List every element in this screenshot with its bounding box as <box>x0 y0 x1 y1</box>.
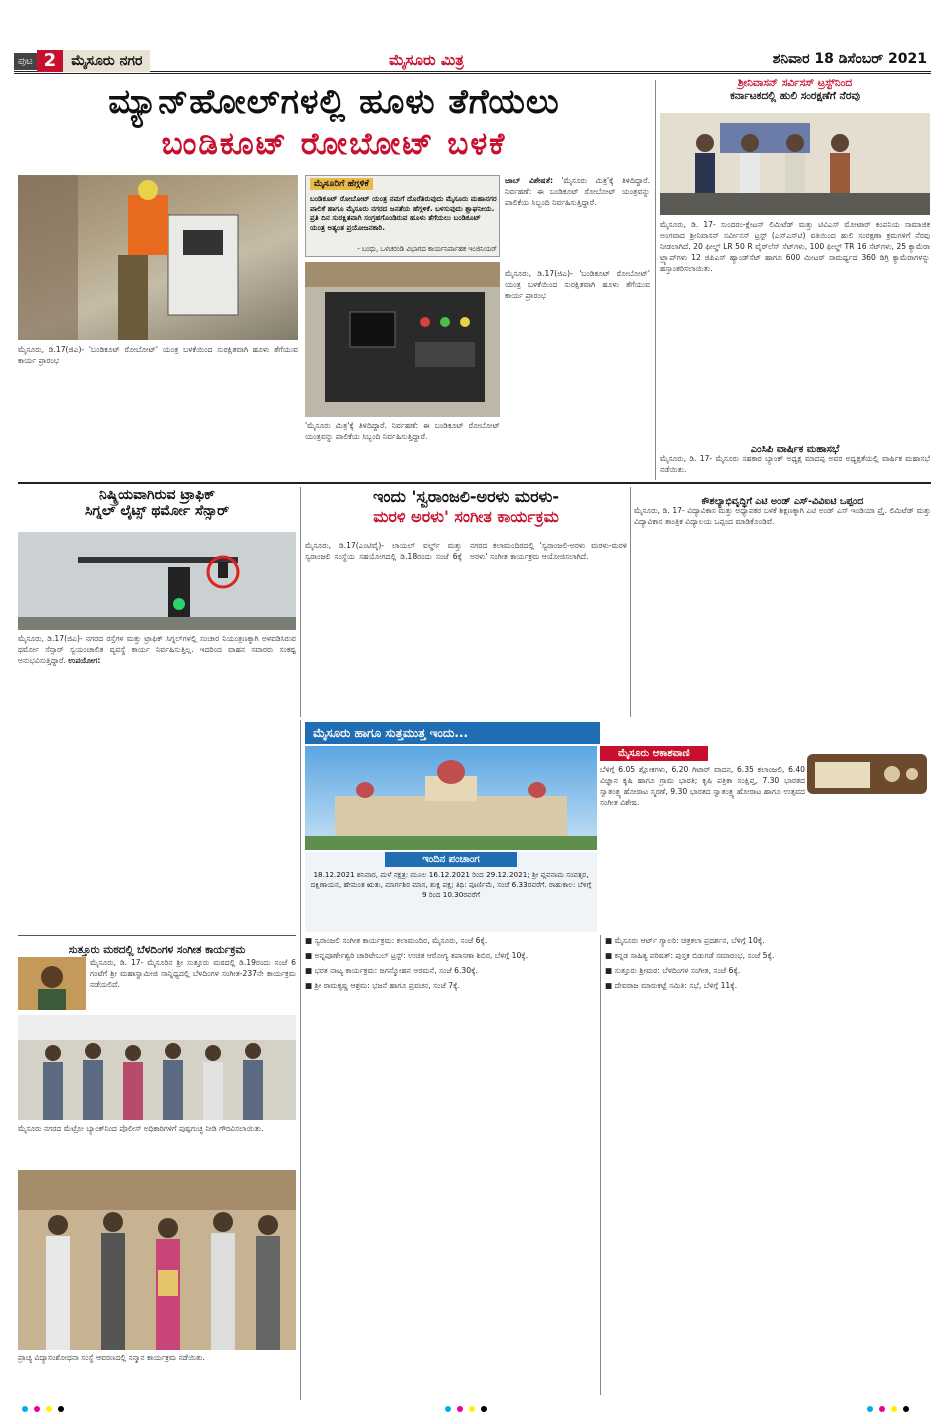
traffic-headline-2: ಸಿಗ್ನಲ್ ಲೈಟ್ಸ್ ಥರ್ಮೋ ಸೆನ್ಸಾರ್ <box>84 503 230 519</box>
concert-headline-2: ಮರಳಿ ಅರಳು' ಸಂಗೀತ ಕಾರ್ಯಕ್ರಮ <box>373 507 559 526</box>
police-photo-caption <box>18 1123 296 1168</box>
csr-handover-photo <box>660 113 930 215</box>
manhole-robot-photo <box>18 175 298 340</box>
registration-marks <box>20 1404 925 1414</box>
event-item: ■ ಕನ್ನಡ ಸಾಹಿತ್ಯ ಪರಿಷತ್: ಪುಸ್ತಕ ಬಿಡುಗಡೆ ಸಮಾರಂಭ, ಸಂಜೆ 5ಕ್ಕೆ. <box>605 951 775 960</box>
traffic-headline-box <box>18 487 296 529</box>
divider <box>655 80 656 480</box>
quote-text: ಬಂಡಿಕೂಟ್ ರೋಬೋಟ್ ಯಂತ್ರ ನಮಗೆ ದೊರೆತಿರುವುದು ಮೈಸೂರು ಮಹಾನಗರ ಪಾಲಿಕೆ ಹಾಗೂ ಮೈಸೂರು ನಗರದ ಜನತೆಯ ಹೆಗ್ಗಳಿಕೆ. ಬಳಸುವುದು ಶ್ಲಾಘನೀಯ. ಪ್ರತಿ ದಿನ ಸುರಕ್ಷಿತವಾಗಿ ಸಂಗ್ರಹಗೊಂಡಿರುವ ಹೂಳು ತೆಗೆಯಲು ಬಂಡಿಕೂಟ್ ಯಂತ್ರ ಅತ್ಯಂತ ಪ್ರಯೋಜನಕಾರಿ. <box>310 194 497 232</box>
page-label: ಪುಟ <box>14 53 37 70</box>
lead-caption: ಮೈಸೂರು, ಡಿ.17(ಜಿಎ)- 'ಬಂಡಿಕೂಟ್ ರೋಬೋಟ್' ಯಂತ್ರ ಬಳಕೆಯಿಂದ ಸುರಕ್ಷಿತವಾಗಿ ಹೂಳು ತೆಗೆಯುವ ಕಾರ್ಯ ಪ್ರಾರಂಭ <box>18 345 298 365</box>
performer-portrait <box>18 957 86 1010</box>
skill-headline-box <box>634 489 931 507</box>
gamaka-headline: ಸುತ್ತೂರು ಮಠದಲ್ಲಿ ಬೆಳದಿಂಗಳ ಸಂಗೀತ ಕಾರ್ಯಕ್ರಮ <box>68 944 246 956</box>
divider <box>18 935 296 936</box>
felicitation-caption-text: ಪ್ರಾಚ್ಯ ವಿದ್ಯಾಸಂಶೋಧನಾ ಸಂಸ್ಥೆ ಆವರಣದಲ್ಲಿ ಸನ್ಮಾನ ಕಾರ್ಯಕ್ರಮ ನಡೆಯಿತು. <box>18 1353 205 1362</box>
event-item: ■ ಸ್ವರಾಂಜಲಿ ಸಂಗೀತ ಕಾರ್ಯಕ್ರಮ: ಕಲಾಮಂದಿರ, ಮೈಸೂರು, ಸಂಜೆ 6ಕ್ಕೆ. <box>305 936 488 945</box>
traffic-sub: ಉಪಯೋಗ: <box>68 656 101 665</box>
radio-set-icon <box>807 750 927 796</box>
event-item: ■ ಶ್ರೀ ರಾಮಕೃಷ್ಣ ಆಶ್ರಮ: ಭಜನೆ ಹಾಗೂ ಪ್ರವಚನ, ಸಂಜೆ 7ಕ್ಕೆ. <box>305 981 460 990</box>
almanac-box <box>305 852 597 932</box>
event-item: ■ ಭರತ ನಾಟ್ಯ ಕಾರ್ಯಕ್ರಮ: ಜಗನ್ಮೋಹನ ಅರಮನೆ, ಸಂಜೆ 6.30ಕ್ಕೆ. <box>305 966 478 975</box>
csr-headline-box <box>660 77 930 110</box>
traffic-body <box>18 633 296 933</box>
lead-body-more: ಮೈಸೂರು, ಡಿ.17(ಜಿಎ)- 'ಬಂಡಿಕೂಟ್ ರೋಬೋಟ್' ಯಂತ್ರ ಬಳಕೆಯಿಂದ ಸುರಕ್ಷಿತವಾಗಿ ಹೂಳು ತೆಗೆಯುವ ಕಾರ್ಯ ಪ್ರಾರಂಭ <box>505 269 650 300</box>
events-list-right <box>605 935 931 1395</box>
lead-subheadline: ಬಂಡಿಕೂಟ್ ರೋಬೋಟ್ ಬಳಕೆ <box>161 126 507 162</box>
lead-body-right-2 <box>505 268 650 468</box>
mysore-palace-photo <box>305 746 597 850</box>
portrait-graphic <box>18 957 86 1010</box>
divider <box>18 482 931 484</box>
csr-photo-graphic <box>660 113 930 215</box>
ncp-body <box>660 453 930 479</box>
divider <box>630 487 631 717</box>
lead-body-left <box>18 344 298 478</box>
control-panel-graphic <box>305 262 500 417</box>
page-section-tab <box>14 50 150 72</box>
event-item: ■ ಅನ್ನಪೂರ್ಣೇಶ್ವರಿ ಚಾರಿಟೇಬಲ್ ಟ್ರಸ್ಟ್: ಉಚಿತ ಆರೋಗ್ಯ ತಪಾಸಣಾ ಶಿಬಿರ, ಬೆಳಿಗ್ಗೆ 10ಕ್ಕೆ. <box>305 951 529 960</box>
police-felicitation-photo <box>18 1015 296 1120</box>
csr-headline-2: ಕರ್ನಾಟಕದಲ್ಲಿ ಹುಲಿ ಸಂರಕ್ಷಣೆಗೆ ನೆರವು <box>730 90 860 102</box>
page-header <box>14 48 931 74</box>
quote-box <box>305 175 500 257</box>
almanac-text: 18.12.2021 ಶನಿವಾರ, ಮಳೆ ನಕ್ಷತ್ರ: ಮೂಲ 16.12.2021 ರಿಂದ 29.12.2021; ಶ್ರೀ ಪ್ಲವನಾಮ ಸಂವತ್ಸರ, ದಕ್ಷಿಣಾಯನ, ಹೇಮಂತ ಋತು, ಮಾರ್ಗಶಿರ ಮಾಸ, ಶುಕ್ಲ ಪಕ್ಷ; ತಿಥಿ: ಪೂರ್ಣಿಮೆ, ಸಂಜೆ 6.33ರವರೆಗೆ. ರಾಹುಕಾಲ: ಬೆಳಿಗ್ಗೆ 9 ರಿಂದ 10.30ರವರೆಗೆ <box>310 870 592 899</box>
radio-body <box>600 764 805 848</box>
felicitation-caption <box>18 1352 296 1396</box>
palace-graphic <box>305 746 597 850</box>
felicitation-photo <box>18 1170 296 1350</box>
ncp-headline: ಎಂಸಿಪಿ ವಾರ್ಷಿಕ ಮಹಾಸಭೆ <box>750 444 840 455</box>
masthead: ಮೈಸೂರು ಮಿತ್ರ <box>389 51 464 69</box>
concert-headline-1: ಇಂದು 'ಸ್ವರಾಂಜಲಿ-ಅರಳು ಮರಳು- <box>373 487 559 506</box>
police-caption-text: ಮೈಸೂರು ನಗರದ ಮೆಟ್ರೋ ಬ್ಯಾಂಕ್‌ನಿಂದ ಪೊಲೀಸ್ ಅಧಿಕಾರಿಗಳಿಗೆ ಪುಷ್ಪಗುಚ್ಛ ನೀಡಿ ಗೌರವಿಸಲಾಯಿತು. <box>18 1124 264 1133</box>
today-banner-text: ಮೈಸೂರು ಹಾಗೂ ಸುತ್ತಮುತ್ತ ಇಂದು... <box>313 726 469 740</box>
skill-text: ಮೈಸೂರು, ಡಿ. 17- ವಿದ್ಯಾವಿಕಾಸ ಮತ್ತು ಅಧ್ಯಾಪಕರ ಬಳಕೆ ಶಿಕ್ಷಣಕ್ಕಾಗಿ ಎಟಿ ಅಂಡ್ ಎಸ್ ಇಂಡಿಯಾ ಪ್ರೈ. ಲಿಮಿಟೆಡ್ ಮತ್ತು ವಿದ್ಯಾವಿಕಾಸ ತಾಂತ್ರಿಕ ವಿದ್ಯಾಲಯ ಒಪ್ಪಂದ ಮಾಡಿಕೊಂಡಿವೆ. <box>634 506 931 526</box>
lead-body-right <box>505 175 650 265</box>
issue-date: ಶನಿವಾರ 18 ಡಿಸೆಂಬರ್ 2021 <box>772 51 927 67</box>
csr-headline-1: ಶ್ರೀನಿವಾಸನ್ ಸರ್ವಿಸಸ್ ಟ್ರಸ್ಟ್‌ನಿಂದ <box>737 77 853 89</box>
event-item: ■ ಸುತ್ತೂರು ಶ್ರೀಮಠ: ಬೆಳದಿಂಗಳ ಸಂಗೀತ, ಸಂಜೆ 6ಕ್ಕೆ. <box>605 966 741 975</box>
csr-body <box>660 219 930 434</box>
lead-headline: ಮ್ಯಾನ್‌ಹೋಲ್‌ಗಳಲ್ಲಿ ಹೂಳು ತೆಗೆಯಲು <box>108 82 560 122</box>
concert-text: ಮೈಸೂರು, ಡಿ.17(ಎಂಟಿವೈ)- ಲಾಯಲ್ ವರ್ಲ್ಡ್ ಮತ್ತು ಸ್ವರಾಂಜಲಿ ಸಂಸ್ಥೆಯ ಸಹಯೋಗದಲ್ಲಿ ಡಿ.18ರಂದು ಸಂಜೆ 6ಕ್ಕೆ ನಗರದ ಕಲಾಮಂದಿರದಲ್ಲಿ 'ಸ್ವರಾಂಜಲಿ-ಅರಳು ಮರಳು-ಮರಳಿ ಅರಳು' ಸಂಗೀತ ಕಾರ್ಯಕ್ರಮ ಆಯೋಜಿಸಲಾಗಿದೆ. <box>305 541 627 561</box>
robot-control-panel-photo <box>305 262 500 417</box>
lead-body-text: 'ಮೈಸೂರು ಮಿತ್ರ'ಕ್ಕೆ ತಿಳಿದಿದ್ದಾರೆ. ನಿರ್ವಹಣೆ: ಈ ಬಂಡಿಕೂಟ್ ರೋಬೋಟ್ ಯಂತ್ರವನ್ನು ಪಾಲಿಕೆಯ ಸಿಬ್ಬಂದಿ ನಿರ್ವಹಿಸುತ್ತಿದ್ದಾರೆ. <box>505 176 650 207</box>
ncp-headline-box <box>660 437 930 455</box>
radio-box <box>600 746 931 850</box>
quote-author: - ಬಂಧು, ಒಳಚರಂಡಿ ವಿಭಾಗದ ಕಾರ್ಯನಿರ್ವಾಹಕ ಇಂಜಿನಿಯರ್ <box>357 245 497 253</box>
traffic-text: ಮೈಸೂರು, ಡಿ.17(ಜಿಎ)- ನಗರದ ರಸ್ತೆಗಳ ಮತ್ತು ಟ್ರಾಫಿಕ್ ಸಿಗ್ನಲ್‌ಗಳಲ್ಲಿ ಸಂಚಾರ ನಿಯಂತ್ರಣಕ್ಕಾಗಿ ಅಳವಡಿಸಿರುವ ಥರ್ಮೋ ಸೆನ್ಸಾರ್ ಸ್ವಯಂಚಾಲಿತ ವ್ಯವಸ್ಥೆ ಕಾರ್ಯ ನಿರ್ವಹಿಸುತ್ತಿಲ್ಲ. ಇದರಿಂದ ವಾಹನ ಸವಾರರು ಸಂಕಷ್ಟ ಅನುಭವಿಸುತ್ತಿದ್ದಾರೆ. <box>18 634 296 665</box>
robot-photo-graphic <box>18 175 298 340</box>
felicitation-graphic <box>18 1170 296 1350</box>
skill-headline: ಕೌಶಲ್ಯಾಭಿವೃದ್ಧಿಗೆ ಎಟಿ ಅಂಡ್ ಎಸ್-ವಿವಿಐಟಿ ಒಪ್ಪಂದ <box>701 496 864 507</box>
group-photo-graphic <box>18 1015 296 1120</box>
concert-headline-box <box>305 487 627 537</box>
ncp-text: ಮೈಸೂರು, ಡಿ. 17- ಮೈಸೂರು ಸಹಕಾರ ಬ್ಯಾಂಕ್ ಅಧ್ಯಕ್ಷ ಮಾದಪ್ಪ ಅವರ ಅಧ್ಯಕ್ಷತೆಯಲ್ಲಿ ವಾರ್ಷಿಕ ಮಹಾಸಭೆ ನಡೆಯಿತು. <box>660 454 930 474</box>
skill-body <box>634 505 931 718</box>
lead-sub-head: ಜಾಬ್ ವಿಶೇಷತೆ: <box>505 176 554 185</box>
event-item: ■ ದೇವರಾಜ ಮಾರುಕಟ್ಟೆ ಸಮಿತಿ: ಸಭೆ, ಬೆಳಿಗ್ಗೆ 11ಕ್ಕೆ. <box>605 981 738 990</box>
divider <box>300 487 301 717</box>
traffic-signal-photo <box>18 532 296 630</box>
gamaka-headline-box <box>18 938 296 954</box>
quote-kicker: ಮೈಸೂರಿಗೆ ಹೆಗ್ಗಳಿಕೆ <box>310 178 373 190</box>
event-item: ■ ಮೈಸೂರು ಆರ್ಟ್ ಗ್ಯಾಲರಿ: ಚಿತ್ರಕಲಾ ಪ್ರದರ್ಶನ, ಬೆಳಿಗ್ಗೆ 10ಕ್ಕೆ. <box>605 936 765 945</box>
page-number: 2 <box>37 50 64 72</box>
radio-title: ಮೈಸೂರು ಆಕಾಶವಾಣಿ <box>600 746 708 761</box>
traffic-headline-1: ನಿಷ್ಕ್ರಿಯವಾಗಿರುವ ಟ್ರಾಫಿಕ್ <box>99 487 215 503</box>
almanac-title: ಇಂದಿನ ಪಂಚಾಂಗ <box>385 852 517 867</box>
lead-caption-2: 'ಮೈಸೂರು ಮಿತ್ರ'ಕ್ಕೆ ತಿಳಿದಿದ್ದಾರೆ. ನಿರ್ವಹಣೆ: ಈ ಬಂಡಿಕೂಟ್ ರೋಬೋಟ್ ಯಂತ್ರವನ್ನು ಪಾಲಿಕೆಯ ಸಿಬ್ಬಂದಿ ನಿರ್ವಹಿಸುತ್ತಿದ್ದಾರೆ. <box>305 421 500 441</box>
csr-text: ಮೈಸೂರು, ಡಿ. 17- ಸುಂದರಂ-ಕ್ಲೇಟನ್ ಲಿಮಿಟೆಡ್ ಮತ್ತು ಟಿವಿಎಸ್ ಮೋಟಾರ್ ಕಂಪನಿಯ ಸಾಮಾಜಿಕ ಅಂಗವಾದ ಶ್ರೀನಿವಾಸನ್ ಸರ್ವೀಸಸ್ ಟ್ರಸ್ಟ್ (ಎಸ್‌ಎಸ್‌ಟಿ) ವತಿಯಿಂದ ಹುಲಿ ಸಂರಕ್ಷಣಾ ಕ್ರಮಗಳಿಗೆ ನೆರವು ನೀಡಲಾಗಿದೆ. 20 ಫೀಲ್ಡ್ LR 50 R ವೈರ್‌ಲೆಸ್ ಸೆಟ್‌ಗಳು, 100 ಫೀಲ್ಡ್ TR 16 ಸೆಟ್‌ಗಳು, 25 ಕ್ಯಾಮೆರಾ ಟ್ರ್ಯಾಪ್‌ಗಳು 12 ಜಿಪಿಎಸ್ ಹ್ಯಾಂಡ್‌ಸೆಟ್ ಹಾಗೂ 600 ಮೀಟರ್ ಸಾಮರ್ಥ್ಯದ 360 ಡಿಗ್ರಿ ಕ್ಯಾಮೆರಾಗಳನ್ನು ಹಸ್ತಾಂತರಿಸಲಾಯಿತು. <box>660 220 930 273</box>
divider <box>600 935 601 1395</box>
gamaka-text: ಮೈಸೂರು, ಡಿ. 17- ಮೈಸೂರಿನ ಶ್ರೀ ಸುತ್ತೂರು ಮಠದಲ್ಲಿ ಡಿ.19ರಂದು ಸಂಜೆ 6 ಗಂಟೆಗೆ ಶ್ರೀ ಮಹಾಸ್ವಾಮೀಜಿ ಸಾನ್ನಿಧ್ಯದಲ್ಲಿ ಬೆಳದಿಂಗಳ ಸಂಗೀತ-237ನೇ ಕಾರ್ಯಕ್ರಮ ನಡೆಯಲಿದೆ. <box>90 958 296 989</box>
concert-body <box>305 540 627 718</box>
gamaka-body <box>90 957 296 1012</box>
events-list-left <box>305 935 597 1395</box>
today-banner <box>305 722 600 744</box>
section-name: ಮೈಸೂರು ನಗರ <box>63 50 150 72</box>
signal-graphic <box>18 532 296 630</box>
radio-text: ಬೆಳಿಗ್ಗೆ 6.05 ಶ್ಲೋಕಗಳು, 6.20 ಗಿಟಾರ್ ವಾದನ, 6.35 ಕಲಾಂಜಲಿ, 6.40 ವಿಜ್ಞಾನ ಕೃಷಿ ಹಾಗೂ ಗ್ರಾಮ ಭಾರತಿ; ಕೃಷಿ ಪತ್ರಿಕಾ ಸಂಕ್ಷಿಪ್ತ, 7.30 ಭಾರತದ ಸ್ವಾತಂತ್ರ್ಯ ಹೋರಾಟ ಸ್ಮರಣೆ, 9.30 ಭಾರತದ ಸ್ವಾತಂತ್ರ್ಯ ಹೋರಾಟ ಹಾಗೂ ಉತ್ಸವದ ಸಂಗೀತ ವಿಶೇಷ. <box>600 765 805 807</box>
lead-body-mid <box>305 420 500 478</box>
divider <box>300 720 301 1400</box>
